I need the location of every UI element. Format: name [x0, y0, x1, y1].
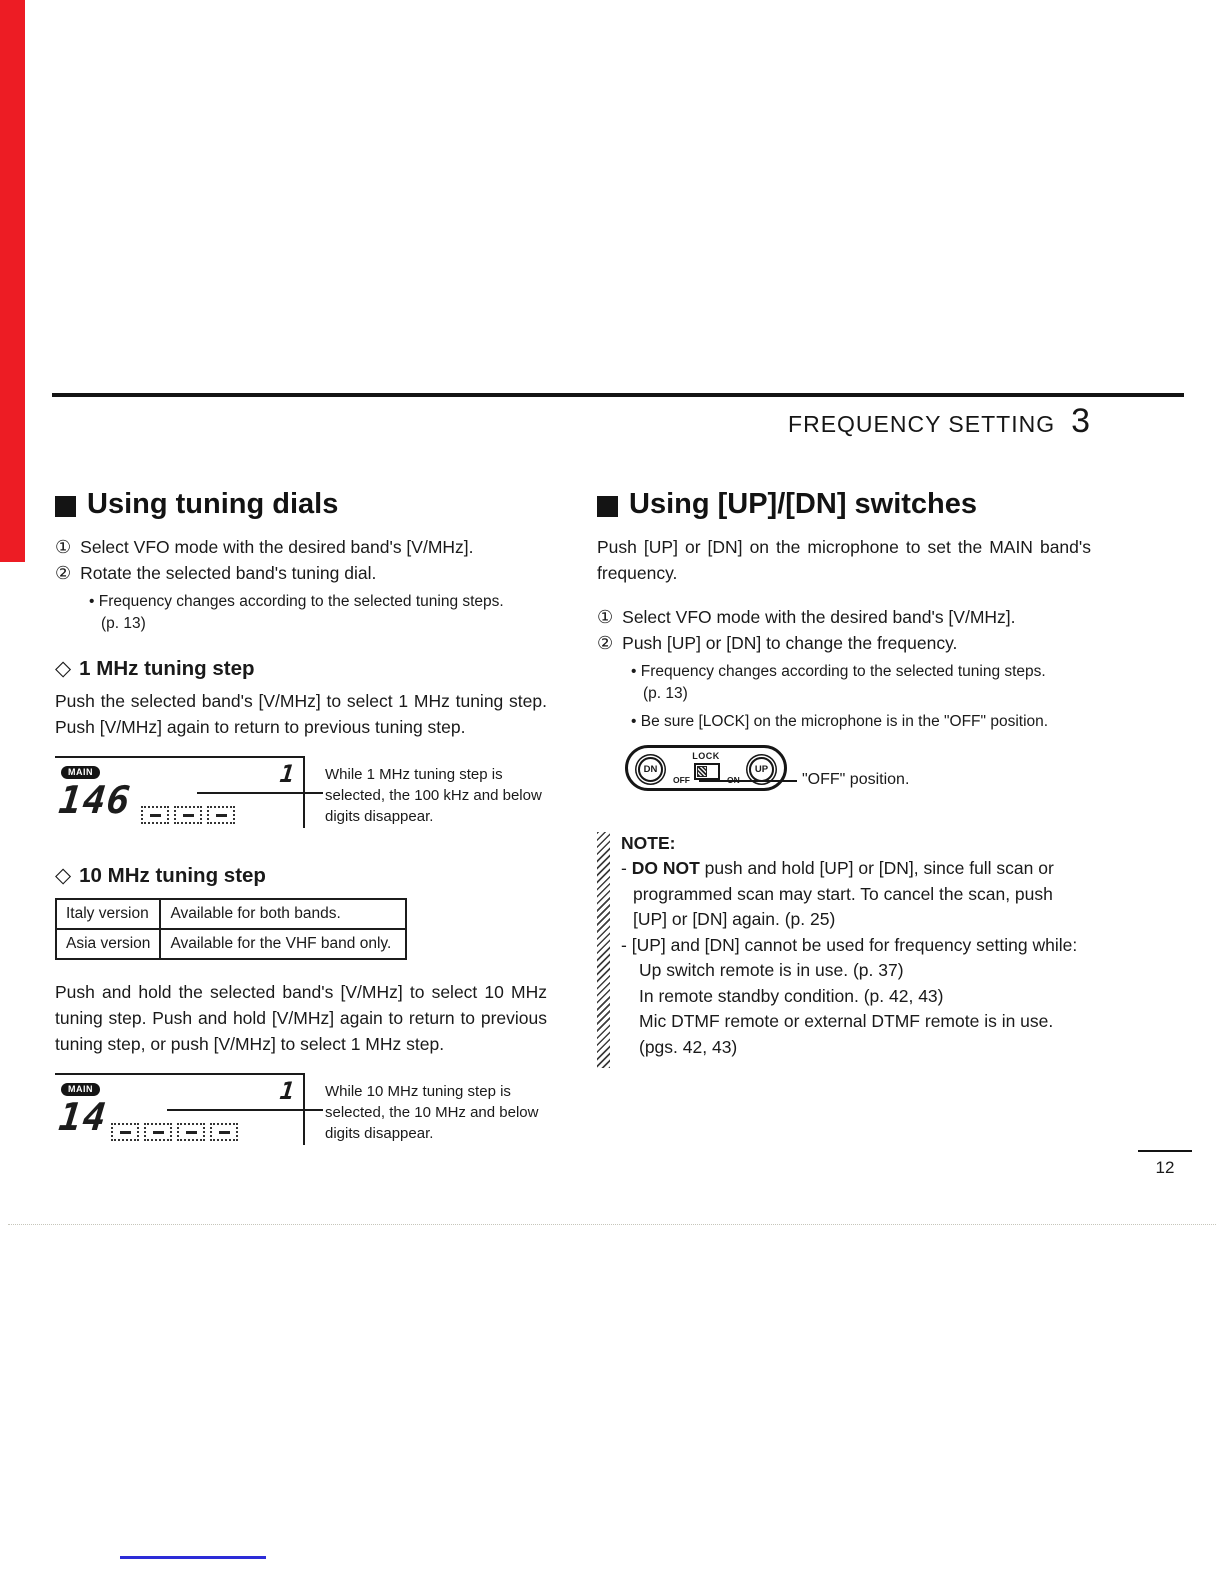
bullet-item	[631, 711, 1091, 733]
numbered-step	[597, 604, 1091, 630]
diamond-icon: ◇	[55, 864, 72, 887]
subheading-10mhz	[55, 863, 547, 888]
switch-knob-icon	[697, 766, 707, 777]
bullet-icon: •	[89, 593, 95, 610]
note-text: [UP] and [DN] cannot be used for frequency setting while:	[631, 934, 1078, 955]
description-cell: Available for the VHF band only.	[160, 929, 406, 959]
chapter-number: 3	[1071, 402, 1090, 440]
mhz-indicator-digit: 1	[278, 1077, 296, 1105]
hidden-digit-box	[207, 806, 235, 824]
hidden-digit-boxes	[141, 806, 235, 824]
table-row	[56, 929, 406, 959]
scan-artifact-line	[8, 1224, 1216, 1225]
diamond-icon: ◇	[55, 657, 72, 680]
note-subitem: In remote standby condition. (p. 42, 43)	[639, 985, 944, 1006]
main-band-badge: MAIN	[61, 1083, 100, 1096]
chapter-title: FREQUENCY SETTING	[788, 411, 1056, 437]
hidden-digit-box	[144, 1123, 172, 1141]
mic-control-panel	[625, 745, 787, 791]
square-bullet-icon	[55, 496, 76, 517]
step-number: ②	[597, 633, 614, 653]
lcd-figure-1mhz	[55, 756, 547, 842]
section-heading-tuning-dials	[55, 488, 547, 521]
red-edge-bar	[0, 0, 25, 562]
bullet-icon: •	[631, 663, 637, 680]
hidden-digit-box	[111, 1123, 139, 1141]
main-band-badge: MAIN	[61, 766, 100, 779]
bullet-item	[631, 661, 1091, 683]
hidden-digit-box	[210, 1123, 238, 1141]
version-cell: Italy version	[56, 899, 160, 929]
figure-caption: While 10 MHz tuning step is selected, the 10 MHz and below digits disappear.	[325, 1083, 539, 1142]
numbered-step	[55, 534, 547, 560]
section-title: Using tuning dials	[87, 488, 339, 520]
table-row	[56, 899, 406, 929]
body-paragraph: Push and hold the selected band's [V/MHz] to select 10 MHz tuning step. Push and hold [V/MHz] again to return to previous tuning step, or push [V/MHz] to select 1 MHz step.	[55, 982, 547, 1054]
step-text: Push [UP] or [DN] to change the frequency.	[622, 633, 958, 653]
figure-caption: While 1 MHz tuning step is selected, the 100 kHz and below digits disappear.	[325, 766, 542, 825]
off-label: OFF	[673, 775, 690, 785]
bullet-text: Frequency changes according to the selected tuning steps.	[640, 663, 1046, 680]
note-subitem: Mic DTMF remote or external DTMF remote is in use. (pgs. 42, 43)	[639, 1011, 1054, 1057]
numbered-step	[55, 560, 547, 586]
note-text: push and hold [UP] or [DN], since full scan or programmed scan may start. To cancel the scan, push [UP] or [DN] again. (p. 25)	[633, 858, 1054, 929]
page-reference: (p. 13)	[101, 615, 146, 632]
hidden-digit-box	[141, 806, 169, 824]
note-subitem: Up switch remote is in use. (p. 37)	[639, 960, 904, 980]
lcd-figure-10mhz	[55, 1073, 547, 1159]
subheading-text: 1 MHz tuning step	[79, 656, 255, 680]
step-number: ①	[597, 607, 614, 627]
subheading-text: 10 MHz tuning step	[79, 863, 266, 887]
microphone-figure	[597, 745, 1091, 805]
hidden-digit-boxes	[111, 1123, 238, 1141]
step-text: Select VFO mode with the desired band's [V/MHz].	[622, 607, 1016, 627]
mhz-indicator-digit: 1	[278, 760, 296, 788]
right-column	[597, 488, 1091, 1068]
dash-marker: -	[621, 934, 627, 955]
leader-line	[197, 792, 323, 794]
version-cell: Asia version	[56, 929, 160, 959]
dash-marker: -	[621, 858, 627, 878]
dn-button-label: DN	[643, 764, 658, 775]
frequency-digits: 146	[56, 778, 133, 822]
header-rule	[52, 393, 1184, 397]
bullet-text: Be sure [LOCK] on the microphone is in the "OFF" position.	[640, 713, 1049, 730]
note-emphasis: DO NOT	[631, 858, 700, 878]
up-button-label: UP	[754, 764, 769, 775]
description-cell: Available for both bands.	[160, 899, 406, 929]
numbered-step	[597, 630, 1091, 656]
mic-figure-caption: "OFF" position.	[802, 771, 910, 788]
scan-artifact-blue-line	[120, 1556, 266, 1559]
version-table	[55, 898, 407, 960]
intro-paragraph: Push [UP] or [DN] on the microphone to set the MAIN band's frequency.	[597, 537, 1091, 583]
subheading-1mhz	[55, 656, 547, 681]
body-paragraph: Push the selected band's [V/MHz] to select 1 MHz tuning step. Push [V/MHz] again to return to previous tuning step.	[55, 691, 547, 737]
step-number: ②	[55, 563, 72, 583]
hidden-digit-box	[177, 1123, 205, 1141]
page-number-rule	[1138, 1150, 1192, 1152]
hidden-digit-box	[174, 806, 202, 824]
note-item	[621, 856, 1091, 933]
step-number: ①	[55, 537, 72, 557]
hatch-border-icon	[597, 832, 610, 1068]
left-column	[55, 488, 547, 1159]
leader-line	[167, 1109, 323, 1111]
page-number: 12	[1155, 1158, 1175, 1177]
leader-line	[699, 780, 797, 782]
up-button	[749, 757, 774, 782]
chapter-header	[788, 402, 1090, 441]
bullet-text: Frequency changes according to the selected tuning steps.	[98, 593, 504, 610]
bullet-item	[89, 591, 547, 613]
section-title: Using [UP]/[DN] switches	[629, 488, 978, 520]
step-text: Rotate the selected band's tuning dial.	[80, 563, 377, 583]
note-item	[621, 933, 1091, 959]
note-title: NOTE:	[621, 833, 676, 853]
page-reference: (p. 13)	[643, 685, 688, 702]
frequency-digits: 14	[56, 1095, 110, 1139]
bullet-icon: •	[631, 713, 637, 730]
lock-label: LOCK	[692, 751, 720, 761]
square-bullet-icon	[597, 496, 618, 517]
section-heading-updn-switches	[597, 488, 1091, 521]
note-box	[597, 830, 1091, 1068]
lock-switch	[694, 763, 720, 780]
step-text: Select VFO mode with the desired band's [V/MHz].	[80, 537, 474, 557]
